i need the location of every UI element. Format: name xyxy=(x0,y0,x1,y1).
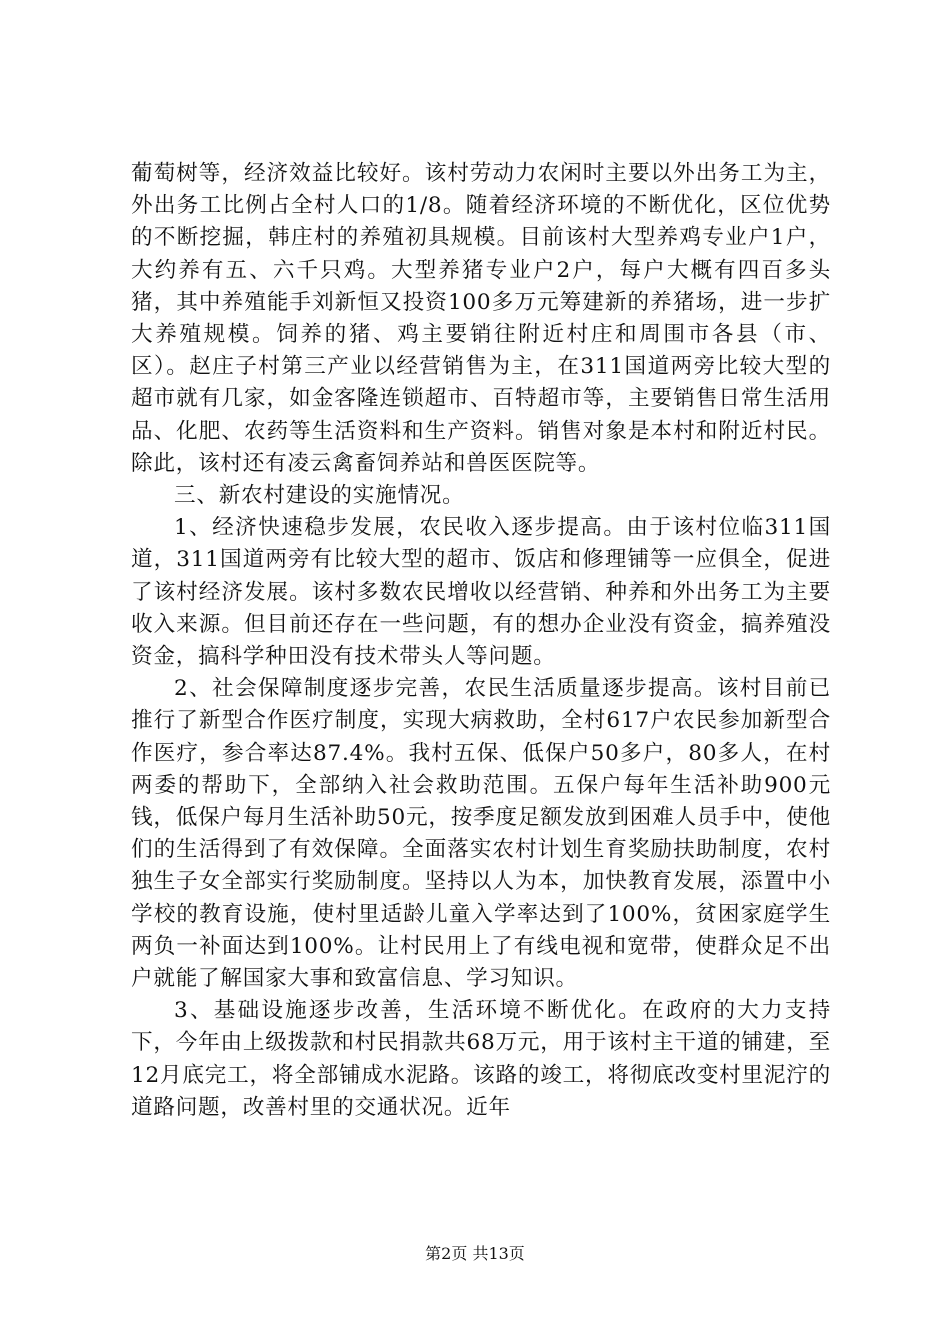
paragraph-economy: 1、经济快速稳步发展，农民收入逐步提高。由于该村位临311国道，311国道两旁有比较大型的超市、饭店和修理铺等一应俱全，促进了该村经济发展。该村多数农民增收以经营销、种养和外出务工为主要收入来源。但目前还存在一些问题，有的想办企业没有资金，搞养殖没资金，搞科学种田没有技术带头人等问题。 xyxy=(131,515,831,670)
section-heading: 三、新农村建设的实施情况。 xyxy=(174,483,465,509)
paragraph-social-security: 2、社会保障制度逐步完善，农民生活质量逐步提高。该村目前已推行了新型合作医疗制度，实现大病救助，全村617户农民参加新型合作医疗，参合率达87.4%。我村五保、低保户50多户，80多人，在村两委的帮助下，全部纳入社会救助范围。五保户每年生活补助900元钱，低保户每月生活补助50元，按季度足额发放到困难人员手中，使他们的生活得到了有效保障。全面落实农村计划生育奖励扶助制度，农村独生子女全部实行奖励制度。坚持以人为本，加快教育发展，添置中小学校的教育设施，使村里适龄儿童入学率达到了100%，贫困家庭学生两负一补面达到100%。让村民用上了有线电视和宽带，使群众足不出户就能了解国家大事和致富信息、学习知识。 xyxy=(131,676,831,992)
document-body xyxy=(131,158,831,1124)
paragraph-continuation: 葡萄树等，经济效益比较好。该村劳动力农闲时主要以外出务工为主，外出务工比例占全村人口的1/8。随着经济环境的不断优化，区位优势的不断挖掘，韩庄村的养殖初具规模。目前该村大型养鸡专业户1户，大约养有五、六千只鸡。大型养猪专业户2户，每户大概有四百多头猪，其中养殖能手刘新恒又投资100多万元筹建新的养猪场，进一步扩大养殖规模。饲养的猪、鸡主要销往附近村庄和周围市各县（市、区）。赵庄子村第三产业以经营销售为主，在311国道两旁比较大型的超市就有几家，如金客隆连锁超市、百特超市等，主要销售日常生活用品、化肥、农药等生活资料和生产资料。销售对象是本村和附近村民。除此，该村还有凌云禽畜饲养站和兽医医院等。 xyxy=(131,161,831,476)
page-number: 第2页 共13页 xyxy=(425,1244,525,1263)
paragraph-infrastructure: 3、基础设施逐步改善，生活环境不断优化。在政府的大力支持下，今年由上级拨款和村民捐款共68万元，用于该村主干道的铺建，至12月底完工，将全部铺成水泥路。该路的竣工，将彻底改变村里泥泞的道路问题，改善村里的交通状况。近年 xyxy=(131,998,831,1120)
page-footer xyxy=(0,1244,950,1264)
